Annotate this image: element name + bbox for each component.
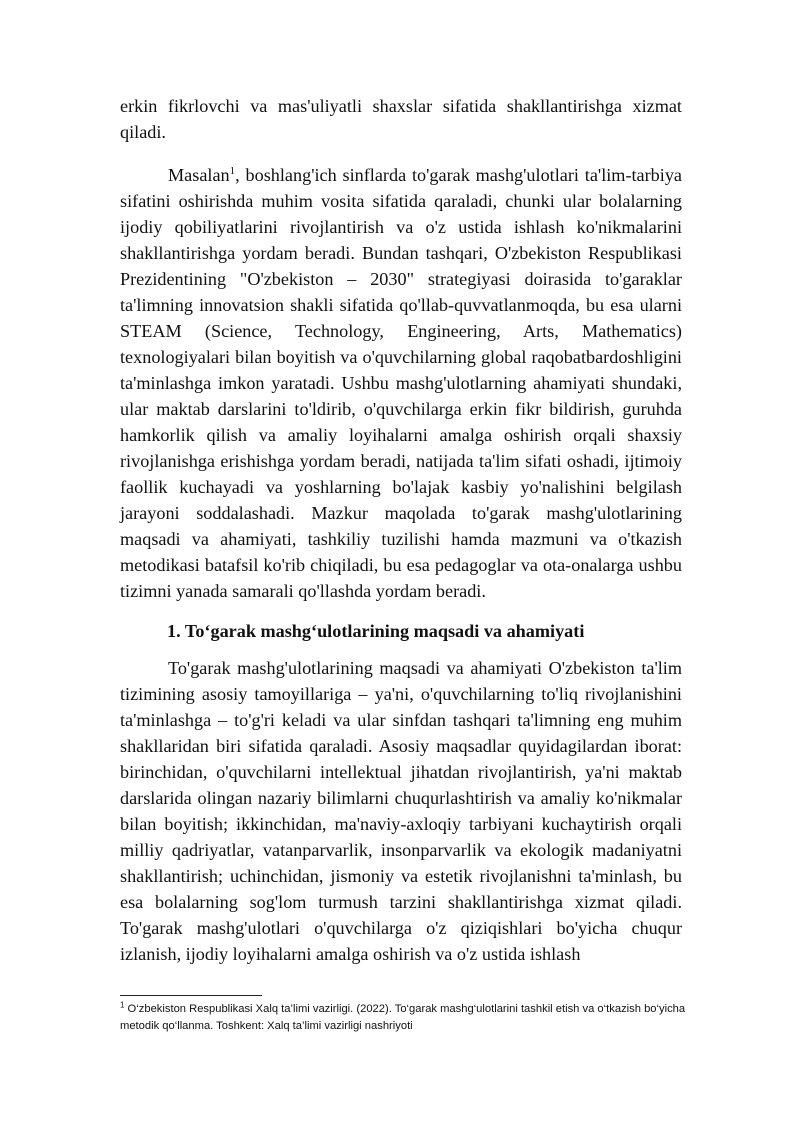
footnote-reference: 1 bbox=[229, 164, 236, 177]
paragraph-body-text: , boshlang'ich sinflarda to'garak mashg'ulotlari ta'lim-tarbiya sifatini oshirishda muhim vosita sifatida qaraladi, chunki ular bolalarning ijodiy qobiliyatlarini rivojlantirish va o'z ustida ishlash ko'nikmalarini shakllantirishga yordam beradi. Bundan tashqari, O'zbekiston Respublikasi Prezidentining "O'zbekiston – 2030" strategiyasi doirasida to'garaklar ta'limning innovatsion shakli sifatida qo'llab-quvvatlanmoqda, bu esa ularni STEAM (Science, Technology, Engineering, Arts, Mathematics) texnologiyalari bilan boyitish va o'quvchilarning global raqobatbardoshligini ta'minlashga imkon yaratadi. Ushbu mashg'ulotlarning ahamiyati shundaki, ular maktab darslarini to'ldirib, o'quvchilarga erkin fikr bildirish, guruhda hamkorlik qilish va amaliy loyihalarni amalga oshirish orqali shaxsiy rivojlanishga erishishga yordam beradi, natijada ta'lim sifati oshadi, ijtimoiy faollik kuchayadi va yoshlarning bo'lajak kasbiy yo'nalishini belgilash jarayoni soddalashadi. Mazkur maqolada to'garak mashg'ulotlarining maqsadi va ahamiyati, tashkiliy tuzilishi hamda mazmuni va o'tkazish metodikasi batafsil ko'rib chiqiladi, bu esa pedagoglar va ota-onalarga ushbu tizimni yanada samarali qo'llashda yordam beradi. bbox=[120, 165, 682, 601]
footnote bbox=[120, 1001, 690, 1035]
document-page bbox=[120, 93, 682, 967]
footnote-text: O‘zbekiston Respublikasi Xalq ta’limi vazirligi. (2022). To‘garak mashg‘ulotlarini tashkil etish va o‘tkazish bo‘yicha metodik qo‘llanma. Toshkent: Xalq ta’limi vazirligi nashriyoti bbox=[120, 1003, 686, 1032]
body-paragraph-masalan bbox=[120, 162, 682, 604]
paragraph-lead-word: Masalan bbox=[168, 165, 230, 185]
section-heading: 1. To‘garak mashg‘ulotlarining maqsadi va ahamiyati bbox=[167, 621, 585, 641]
body-paragraph-continuation: erkin fikrlovchi va mas'uliyatli shaxslar sifatida shakllantirishga xizmat qiladi. bbox=[120, 96, 682, 142]
footnote-divider bbox=[120, 995, 262, 996]
footnote-marker: 1 bbox=[120, 1000, 125, 1010]
body-paragraph-section-1: To'garak mashg'ulotlarining maqsadi va ahamiyati O'zbekiston ta'lim tizimining asosiy tamoyillariga – ya'ni, o'quvchilarning to'liq rivojlanishini ta'minlashga – to'g'ri keladi va ular sinfdan tashqari ta'limning eng muhim shakllaridan biri sifatida qaraladi. Asosiy maqsadlar quyidagilardan iborat: birinchidan, o'quvchilarni intellektual jihatdan rivojlantirish, ya'ni maktab darslarida olingan nazariy bilimlarni chuqurlashtirish va amaliy ko'nikmalar bilan boyitish; ikkinchidan, ma'naviy-axloqiy tarbiyani kuchaytirish orqali milliy qadriyatlar, vatanparvarlik, insonparvarlik va ekologik madaniyatni shakllantirish; uchinchidan, jismoniy va estetik rivojlanishni ta'minlash, bu esa bolalarning sog'lom turmush tarzini shakllantirishga xizmat qiladi. To'garak mashg'ulotlari o'quvchilarga o'z qiziqishlari bo'yicha chuqur izlanish, ijodiy loyihalarni amalga oshirish va o'z ustida ishlash bbox=[120, 658, 682, 964]
